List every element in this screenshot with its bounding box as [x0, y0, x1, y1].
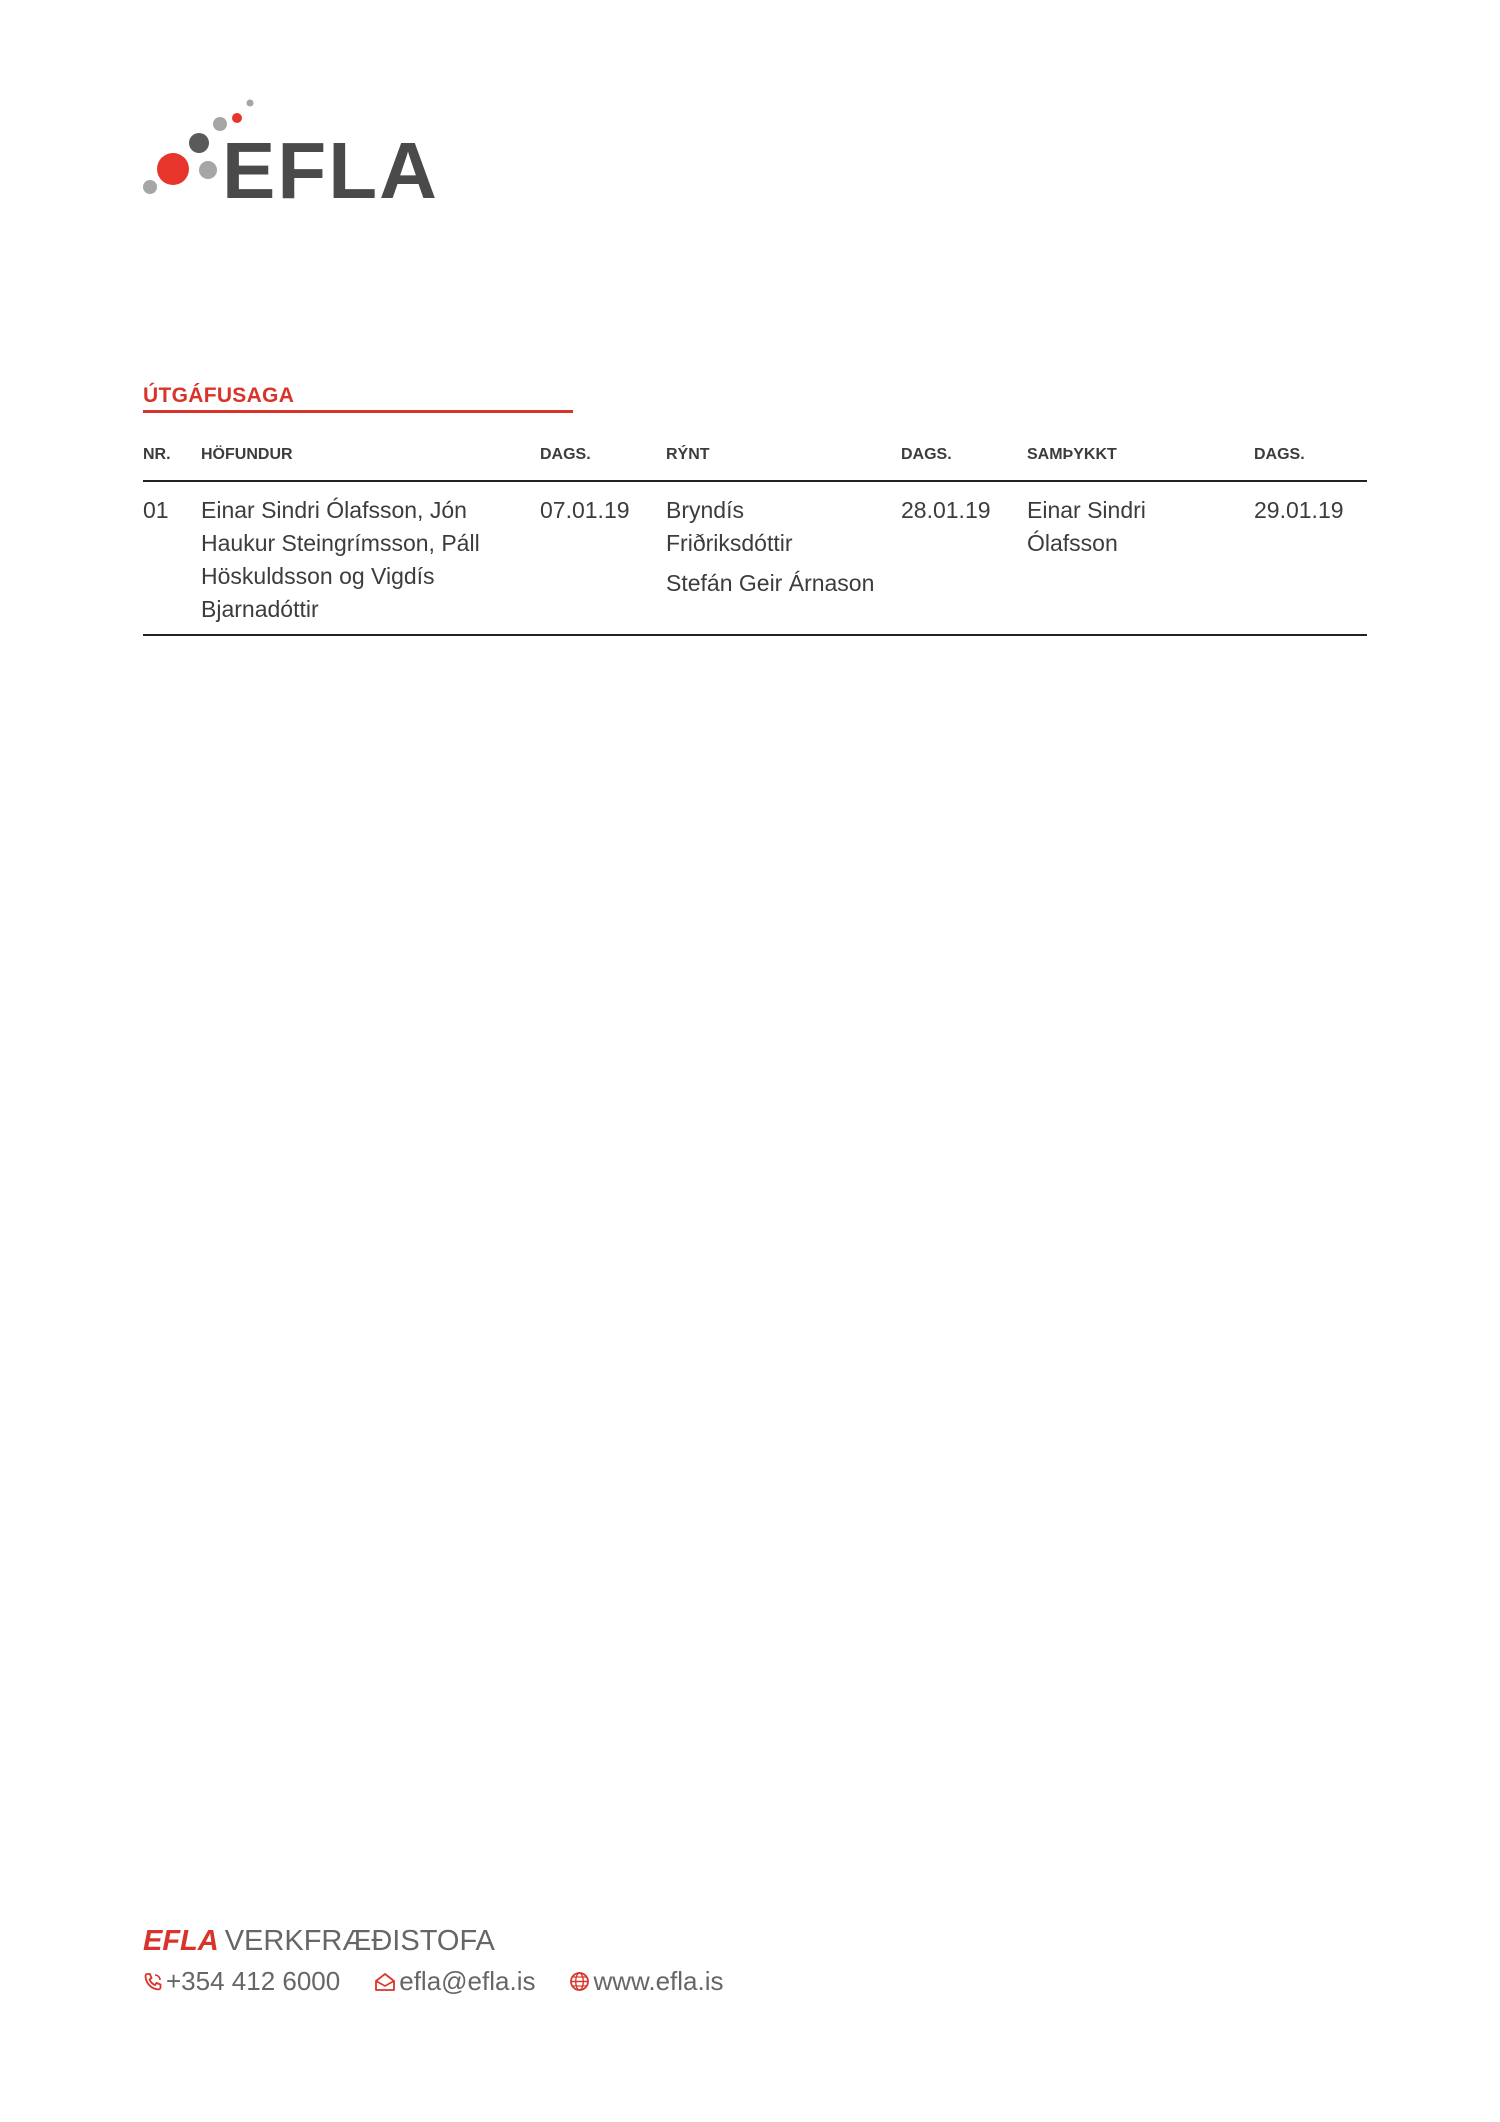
footer-brand-efla: EFLA	[143, 1925, 219, 1957]
header-nr: NR.	[143, 430, 201, 481]
table-header-row	[143, 430, 1367, 481]
header-review-date: DAGS.	[901, 430, 1027, 481]
cell-review-date: 28.01.19	[901, 481, 1027, 635]
footer-email[interactable]	[374, 1966, 535, 1997]
header-author-date: DAGS.	[540, 430, 666, 481]
header-reviewed: RÝNT	[666, 430, 901, 481]
phone-icon	[143, 1972, 163, 1992]
logo-wordmark: EFLA	[222, 126, 439, 205]
footer-email-text: efla@efla.is	[399, 1966, 536, 1996]
reviewer-1: Bryndís Friðriksdóttir	[666, 497, 793, 556]
footer-brand	[143, 1925, 495, 1958]
table-row	[143, 481, 1367, 635]
footer-phone[interactable]	[143, 1966, 340, 1997]
cell-author-date: 07.01.19	[540, 481, 666, 635]
header-approved: SAMÞYKKT	[1027, 430, 1254, 481]
footer-web-text: www.efla.is	[593, 1966, 724, 1996]
section-underline	[143, 410, 573, 413]
footer-phone-text: +354 412 6000	[166, 1966, 341, 1996]
footer-contacts	[143, 1966, 758, 1997]
cell-approver: Einar Sindri Ólafsson	[1027, 481, 1254, 635]
logo-dot-grey-mid	[199, 161, 217, 179]
revision-history-table	[143, 430, 1367, 636]
footer-web[interactable]	[569, 1966, 723, 1997]
reviewer-2: Stefán Geir Árnason	[666, 570, 875, 596]
logo-dot-red-large	[157, 153, 189, 185]
logo-dot-red-small	[232, 113, 242, 123]
logo-dot-dark	[189, 133, 209, 153]
section-title: ÚTGÁFUSAGA	[143, 384, 295, 407]
globe-icon	[569, 1971, 590, 1992]
mail-icon	[374, 1972, 396, 1992]
header-approve-date: DAGS.	[1254, 430, 1367, 481]
header-author: HÖFUNDUR	[201, 430, 540, 481]
logo-dot-grey-tiny	[247, 100, 254, 107]
cell-reviewers	[666, 481, 901, 635]
efla-logo	[140, 95, 460, 205]
cell-author: Einar Sindri Ólafsson, Jón Haukur Steingrímsson, Páll Höskuldsson og Vigdís Bjarnadóttir	[201, 481, 540, 635]
cell-nr: 01	[143, 481, 201, 635]
footer-brand-suffix: VERKFRÆÐISTOFA	[224, 1925, 495, 1957]
logo-dot-grey-left	[143, 180, 157, 194]
cell-approve-date: 29.01.19	[1254, 481, 1367, 635]
